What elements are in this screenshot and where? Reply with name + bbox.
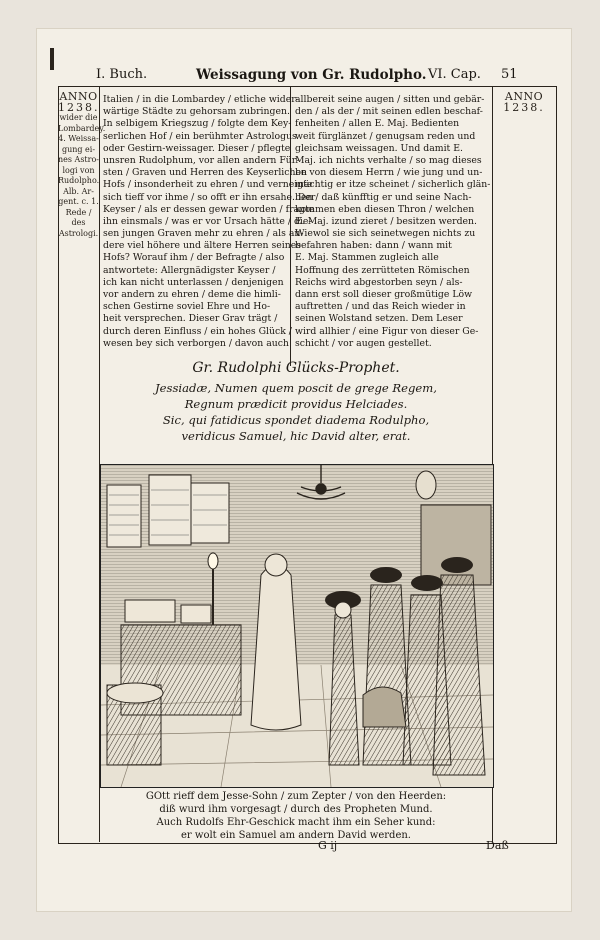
left-anno-label: ANNO (59, 90, 98, 103)
text-line: schen Gestirne soviel Ehre und Ho- (103, 301, 271, 313)
caption-line: diß wurd ihm vorgesagt / durch des Propheten Mund. (159, 804, 433, 815)
right-anno-label: ANNO (504, 90, 544, 103)
section-heading: Gr. Rudolphi Glücks-Prophet. (192, 360, 400, 376)
margin-note-line: logi von (62, 165, 95, 175)
text-line: ich kan nicht unterlassen / denjenigen (103, 276, 284, 288)
left-margin-notes (58, 90, 106, 239)
text-line: ben / daß künfftig er und seine Nach- (295, 191, 472, 203)
page-number: 51 (501, 67, 518, 82)
caption-line: GOtt rieff dem Jesse-Sohn / zum Zepter / von den Heerden: (145, 791, 447, 802)
ink-mark (50, 48, 54, 70)
margin-note-line: Alb. Ar- (63, 186, 94, 196)
catchword: Daß (486, 839, 509, 852)
text-line: sich tieff vor ihme / so offt er ihn ersahe. Der (103, 191, 316, 203)
text-line: durch deren Einfluss / ein hohes Glück / (103, 325, 292, 337)
caption-line: er wolt ein Samuel am andern David werden. (181, 830, 411, 841)
text-column-right (295, 94, 489, 350)
margin-note-line: Astrologi. (58, 228, 99, 238)
verse-line: Regnum prædicit providus Helciades. (184, 397, 408, 411)
text-line: unsren Rudolphum, vor allen andern Für- (103, 154, 300, 166)
text-line: oder Gestirn-weissager. Dieser / pflegte (103, 142, 291, 154)
engraving-illustration (100, 464, 494, 788)
margin-note-line: Lombardey. (58, 123, 106, 133)
text-line: Hofs? Worauf ihm / der Befragte / also (103, 252, 285, 264)
text-line: vor andern zu ehren / deme die himli- (103, 289, 281, 300)
running-header (58, 64, 555, 86)
text-line: weit fürglänzet / genugsam reden und (295, 130, 476, 142)
text-line: E. Maj. izund zieret / besitzen werden. (295, 215, 477, 227)
chapter-label: VI. Cap. (428, 67, 481, 82)
margin-note-line: Rede / des (65, 207, 92, 227)
window-left (107, 475, 229, 547)
text-line: dere viel höhere und ältere Herren seines (103, 240, 301, 252)
signature-mark: G ij (318, 839, 338, 852)
text-line: Reichs wird abgestorben seyn / als- (295, 276, 463, 288)
book-label: I. Buch. (96, 67, 148, 82)
text-line: auftretten / und das Reich wieder in (295, 301, 466, 313)
engraving-caption (100, 790, 492, 842)
text-line: E. Maj. Stammen zugleich alle (295, 252, 439, 264)
right-anno-year: 1238. (503, 100, 545, 114)
verse-line: Sic, qui fatidicus spondet diadema Rodulpho, (162, 413, 430, 427)
text-line: fenheiten / allen E. Maj. Bedienten (295, 118, 460, 130)
text-line: schicht / vor augen gestellet. (295, 337, 432, 349)
text-column-left (103, 94, 316, 350)
text-line: Italien / in die Lombardey / etliche wider- (103, 94, 299, 105)
text-line: In selbigem Kriegszug / folgte dem Key- (103, 118, 292, 130)
left-anno-year: 1238. (58, 100, 100, 114)
verse-line: veridicus Samuel, hic David alter, erat. (181, 429, 411, 443)
margin-note-line: nes Astro- (58, 155, 99, 164)
text-line: Keyser / als er dessen gewar worden / fragte (103, 203, 315, 215)
text-line: befahren haben: dann / wann mit (295, 240, 452, 252)
margin-note-line: 4. Weissa- (58, 134, 99, 143)
text-line: sen jungen Graven mehr zu ehren / als an- (103, 228, 304, 240)
text-line: ihn einsmals / was er vor Ursach hätte / die- (103, 215, 312, 227)
margin-note-list (58, 113, 106, 239)
text-line: be von diesem Herrn / wie jung und un- (295, 167, 483, 179)
text-line: sten / Graven und Herren des Keyserlichen (103, 167, 307, 179)
text-line: Hofs / insonderheit zu ehren / und verneigte (103, 179, 313, 191)
margin-note-line: gung ei- (61, 144, 96, 154)
text-line: den / als der / mit seinen edlen beschaf- (295, 106, 483, 118)
verse-line: Jessiadæ, Numen quem poscit de grege Regem, (155, 381, 437, 395)
text-line: allbereit seine augen / sitten und gebär- (295, 94, 485, 105)
text-line: wärtige Städte zu gehorsam zubringen. (103, 106, 290, 118)
text-line: heit versprechen. Dieser Grav trägt / (103, 313, 278, 325)
text-line: antwortete: Allergnädigster Keyser / (103, 264, 276, 276)
latin-verse (100, 380, 492, 444)
text-line: Wiewol sie sich seinetwegen nichts zu (295, 228, 476, 240)
text-line: serlichen Hof / ein berühmter Astrologus (103, 130, 297, 142)
text-line: Maj. ich nichts verhalte / so mag dieses (295, 154, 482, 166)
text-line: kommen eben diesen Thron / welchen (295, 203, 475, 215)
text-line: Hoffnung des zerrütteten Römischen (295, 264, 470, 276)
margin-note-line: gent. c. 1. (58, 197, 99, 206)
page-title: Weissagung von Gr. Rudolpho. (196, 67, 427, 83)
text-line: wesen bey sich verborgen / davon auch (103, 337, 289, 349)
margin-note-line: Rudolpho. (58, 176, 100, 185)
text-line: dann erst soll dieser großmütige Löw (295, 289, 473, 300)
right-margin-notes (494, 92, 554, 113)
text-line: seinen Wolstand setzen. Dem Leser (295, 313, 463, 325)
margin-note-line: wider die (59, 113, 98, 122)
caption-line: Auch Rudolfs Ehr-Geschick macht ihm ein Seher kund: (156, 817, 436, 828)
text-line: gleichsam weissagen. Und damit E. (295, 142, 463, 154)
text-line: mächtig er itze scheinet / sicherlich glän- (295, 179, 491, 191)
text-line: wird allhier / eine Figur von dieser Ge- (295, 325, 479, 337)
engraving-scene (101, 465, 493, 787)
